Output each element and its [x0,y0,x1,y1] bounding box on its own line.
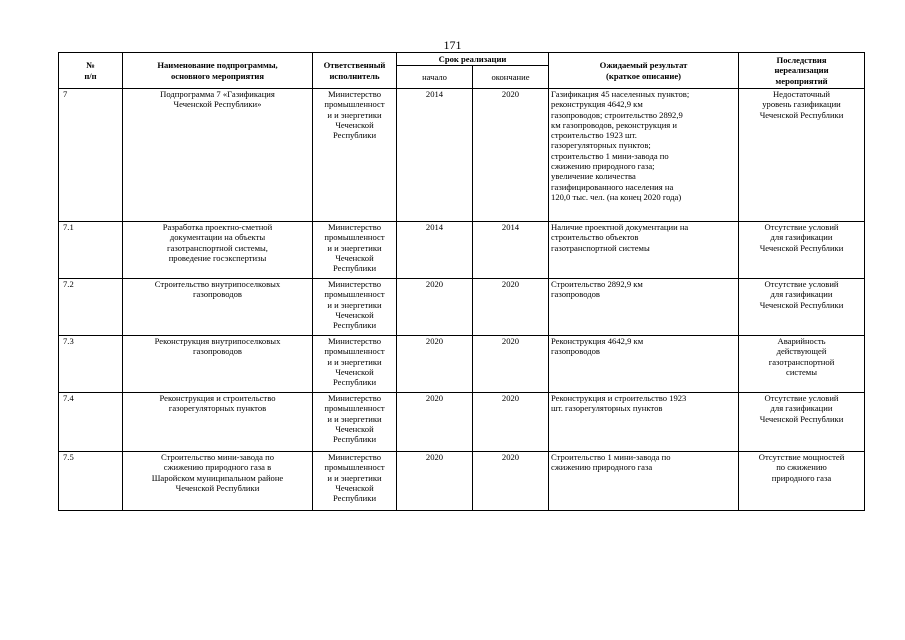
row-end: 2020 [473,89,549,222]
row-consequences: Аварийность действующей газотранспортной системы [739,336,865,393]
row-end: 2020 [473,336,549,393]
row-num: 7.5 [59,452,123,511]
row-start: 2020 [397,336,473,393]
row-num: 7.4 [59,393,123,452]
row-start: 2020 [397,279,473,336]
row-name: Разработка проектно-сметной документации на объекты газотранспортной системы, проведение госэкспертизы [123,222,313,279]
page-number: 171 [443,38,462,52]
row-name: Реконструкция внутрипоселковых газопроводов [123,336,313,393]
row-result: Газификация 45 населенных пунктов; реконструкция 4642,9 км газопроводов; строительство 2892,9 км газопроводов, реконструкция и строительство 1923 шт. газорегуляторных пунктов; строительство 1 мини-завода по сжижению природного газа; увеличение количества газифицированного населения на 120,0 тыс. чел. (на конец 2020 года) [549,89,739,222]
table-row [59,393,865,452]
row-consequences: Отсутствие условий для газификации Чеченской Республики [739,393,865,452]
row-end: 2014 [473,222,549,279]
row-result: Строительство 2892,9 км газопроводов [549,279,739,336]
header-start: начало [397,66,473,89]
row-result: Реконструкция и строительство 1923 шт. газорегуляторных пунктов [549,393,739,452]
row-consequences: Отсутствие мощностей по сжижению природного газа [739,452,865,511]
header-num: № п/п [59,53,123,89]
row-executor: Министерство промышленност и и энергетики Чеченской Республики [313,222,397,279]
table-header-row [59,53,865,66]
row-num: 7.3 [59,336,123,393]
header-result: Ожидаемый результат (краткое описание) [549,53,739,89]
row-executor: Министерство промышленност и и энергетики Чеченской Республики [313,393,397,452]
row-result: Наличие проектной документации на строительство объектов газотранспортной системы [549,222,739,279]
row-end: 2020 [473,452,549,511]
table-row [59,336,865,393]
header-end: окончание [473,66,549,89]
row-start: 2020 [397,393,473,452]
row-executor: Министерство промышленност и и энергетики Чеченской Республики [313,279,397,336]
row-name: Строительство мини-завода по сжижению природного газа в Шаройском муниципальном районе Чеченской Республики [123,452,313,511]
row-executor: Министерство промышленност и и энергетики Чеченской Республики [313,336,397,393]
row-result: Реконструкция 4642,9 км газопроводов [549,336,739,393]
row-consequences: Недостаточный уровень газификации Чеченской Республики [739,89,865,222]
table-row [59,222,865,279]
header-consequences: Последствия нереализации мероприятий [739,53,865,89]
row-consequences: Отсутствие условий для газификации Чеченской Республики [739,279,865,336]
row-num: 7.2 [59,279,123,336]
table-row [59,89,865,222]
header-executor: Ответственный исполнитель [313,53,397,89]
header-name: Наименование подпрограммы, основного мероприятия [123,53,313,89]
row-end: 2020 [473,279,549,336]
row-start: 2014 [397,89,473,222]
row-consequences: Отсутствие условий для газификации Чеченской Республики [739,222,865,279]
row-num: 7 [59,89,123,222]
row-end: 2020 [473,393,549,452]
row-name: Подпрограмма 7 «Газификация Чеченской Республики» [123,89,313,222]
row-executor: Министерство промышленност и и энергетики Чеченской Республики [313,89,397,222]
row-name: Строительство внутрипоселковых газопроводов [123,279,313,336]
row-executor: Министерство промышленност и и энергетики Чеченской Республики [313,452,397,511]
row-result: Строительство 1 мини-завода по сжижению природного газа [549,452,739,511]
measures-table [58,52,865,511]
header-period: Срок реализации [397,53,549,66]
row-start: 2014 [397,222,473,279]
row-num: 7.1 [59,222,123,279]
table-row [59,279,865,336]
row-start: 2020 [397,452,473,511]
table-row [59,452,865,511]
row-name: Реконструкция и строительство газорегуляторных пунктов [123,393,313,452]
